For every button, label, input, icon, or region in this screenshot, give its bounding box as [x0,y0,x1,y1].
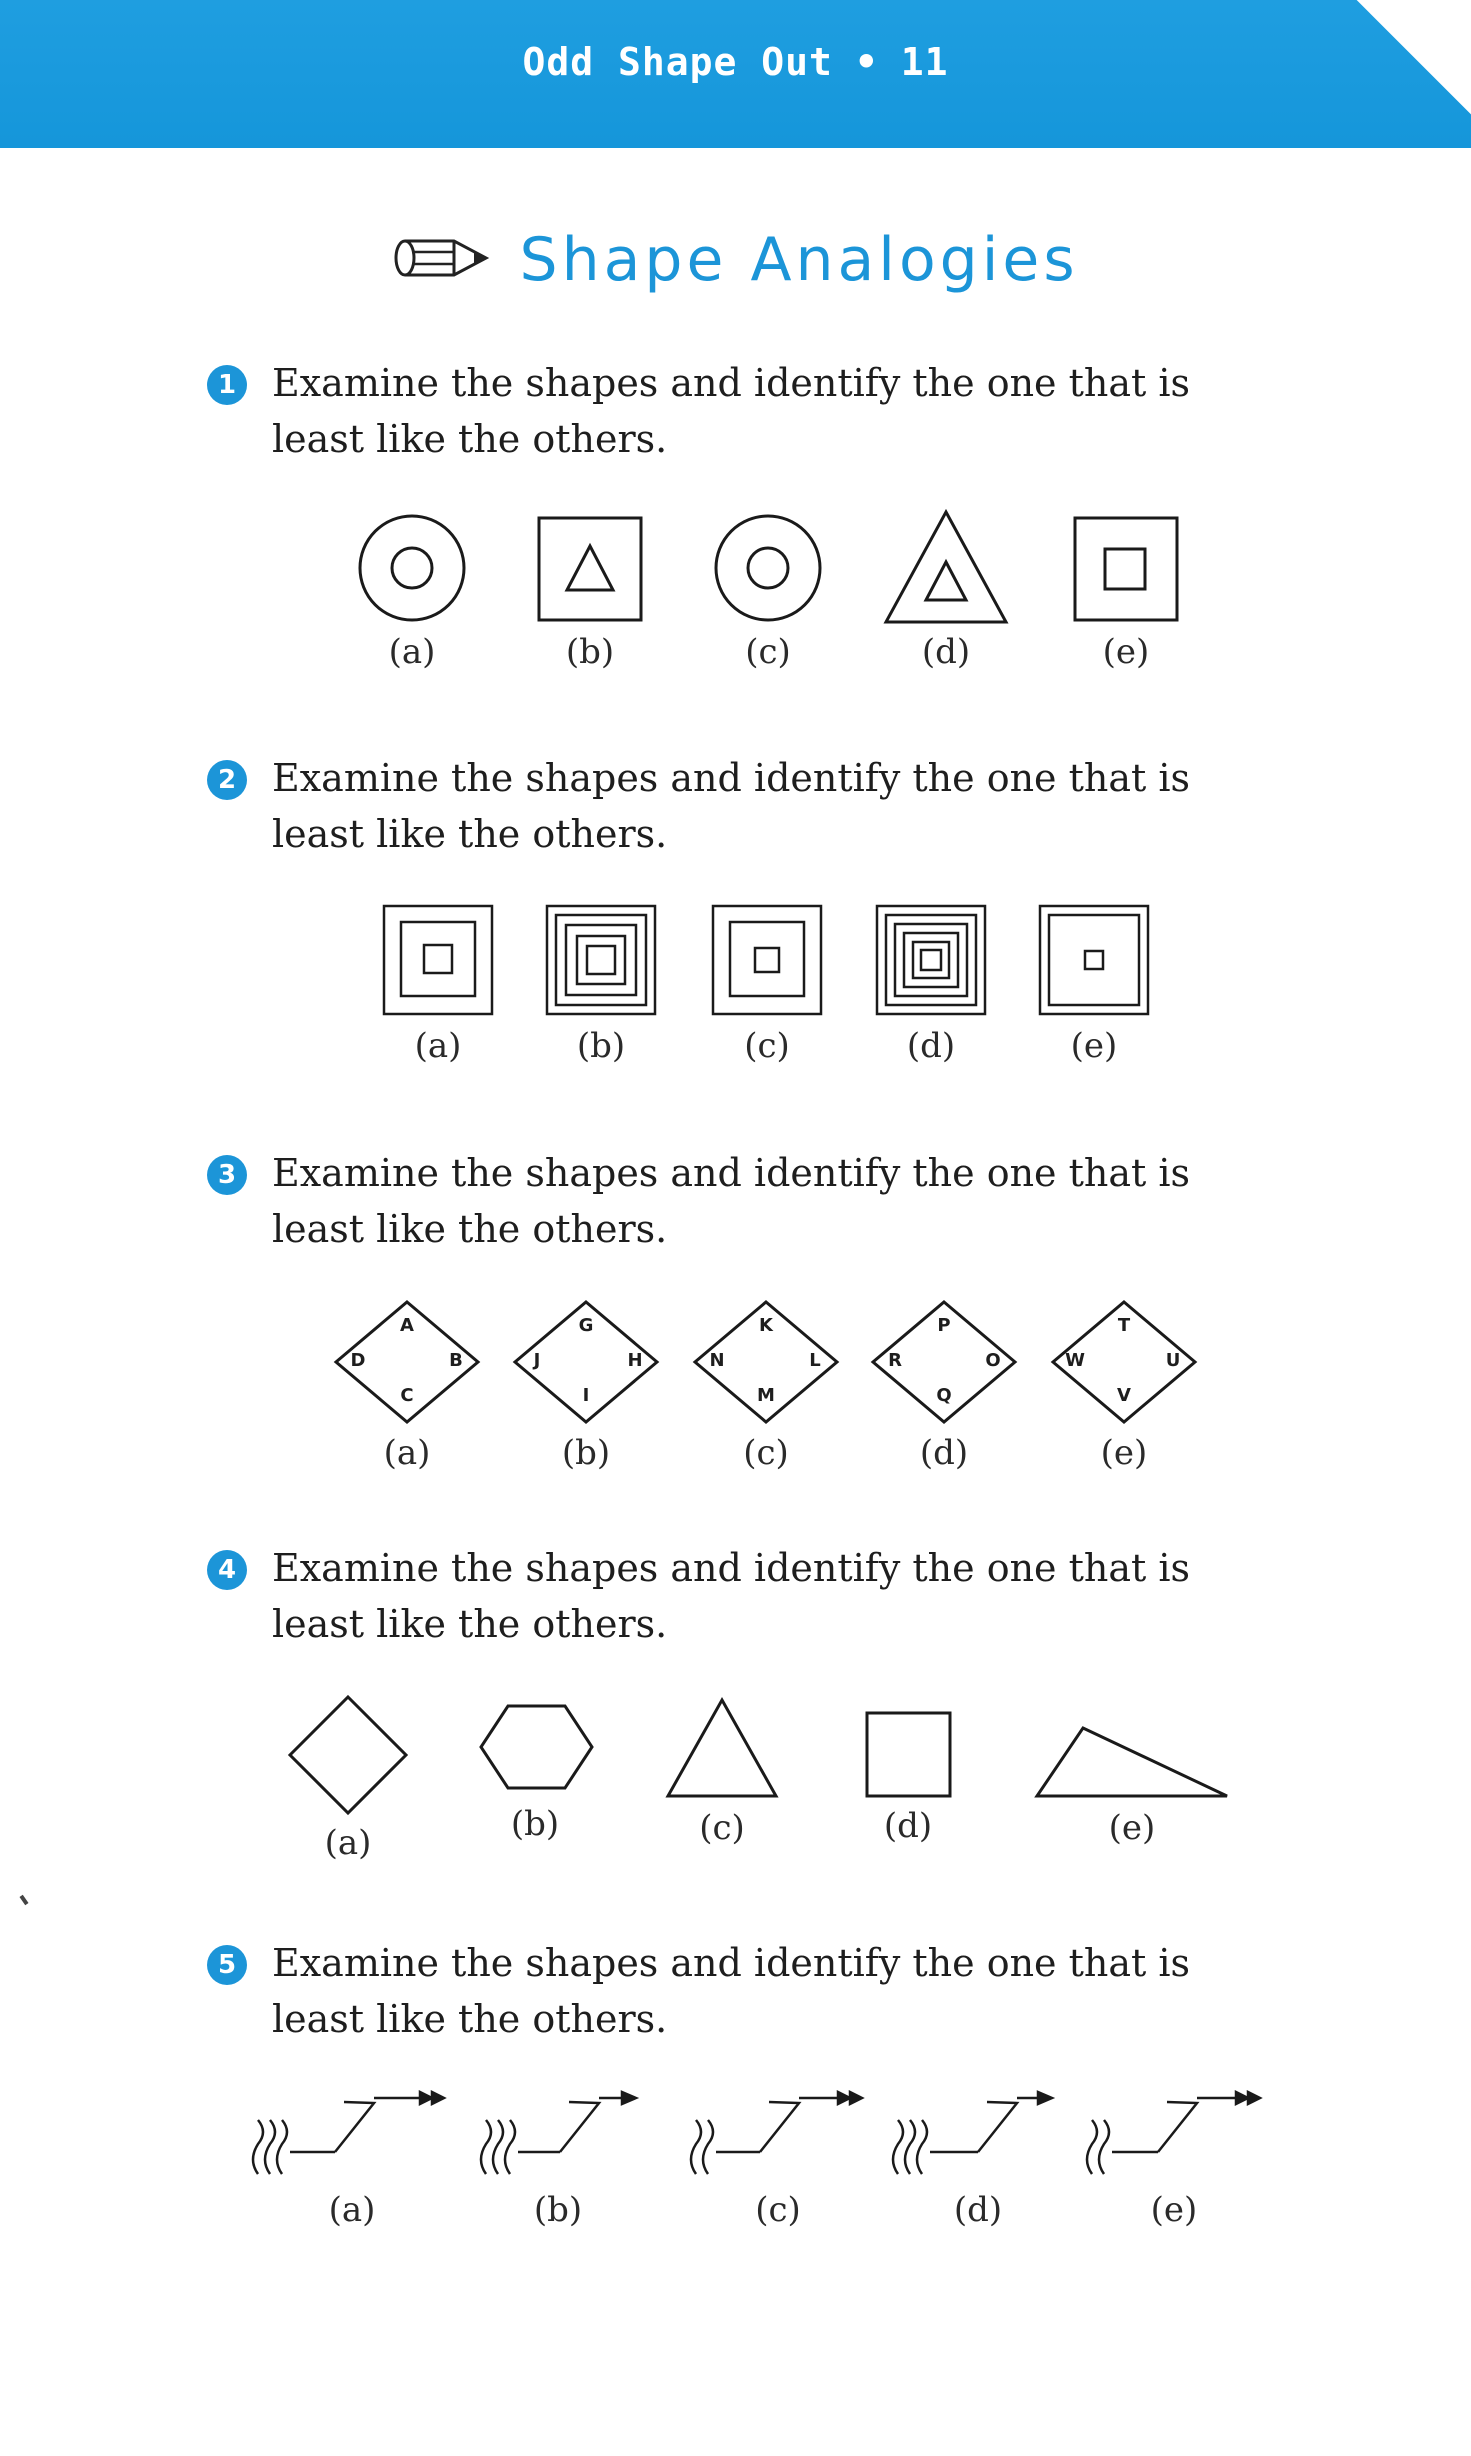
q5-option-d-shape[interactable] [893,2092,1052,2174]
q3-option-c-label: (c) [743,1433,789,1473]
q4-option-c-shape[interactable] [668,1700,776,1796]
diamond-letter: C [400,1385,414,1406]
diamond-letter: Q [936,1385,952,1406]
q5-option-d-label: (d) [953,2190,1003,2230]
q5-option-c-label: (c) [755,2190,801,2230]
diamond-letter: V [1117,1385,1131,1406]
question-prompt: Examine the shapes and identify the one that is least like the others. [272,1151,1191,1251]
pencil-icon [392,232,492,288]
q4-option-a-label: (a) [324,1823,372,1863]
q2-option-b-shape[interactable] [547,906,655,1014]
title-separator: • [854,40,879,84]
diamond-letter: B [449,1350,463,1371]
q2-option-b-label: (b) [576,1026,626,1066]
question-prompt: Examine the shapes and identify the one that is least like the others. [272,1546,1191,1646]
q1-option-e-shape[interactable] [1075,518,1177,620]
q2-option-a-shape[interactable] [384,906,492,1014]
q3-option-b-label: (b) [561,1433,611,1473]
q3-option-e-label: (e) [1100,1433,1148,1473]
question-number-badge: 2 [207,760,247,800]
q1-option-c-shape[interactable] [716,516,820,620]
question-prompt: Examine the shapes and identify the one that is least like the others. [272,1941,1191,2041]
chapter-title: Odd Shape Out [522,40,833,84]
question-number-badge: 1 [207,365,247,405]
q4-option-a-shape[interactable] [290,1697,406,1813]
page-header [0,0,1471,148]
q1-option-c-label: (c) [745,632,791,672]
q4-option-d-shape[interactable] [867,1713,950,1796]
diamond-letter: G [578,1315,594,1336]
q5-option-e-shape[interactable] [1087,2092,1260,2174]
q5-option-b-label: (b) [533,2190,583,2230]
question-number-badge: 5 [207,1945,247,1985]
q4-option-b-label: (b) [510,1804,560,1844]
q1-option-d-shape[interactable] [886,512,1006,622]
q1-option-d-label: (d) [921,632,971,672]
section-heading [0,225,1471,295]
diamond-letter: D [350,1350,366,1371]
q4-option-c-label: (c) [699,1808,745,1848]
question-number-badge: 4 [207,1550,247,1590]
q5-option-a-label: (a) [328,2190,376,2230]
q2-option-e-shape[interactable] [1040,906,1148,1014]
diamond-letter: L [809,1350,821,1371]
q4-option-e-label: (e) [1108,1808,1156,1848]
q1-option-a-label: (a) [388,632,436,672]
q5-option-e-label: (e) [1150,2190,1198,2230]
q3-option-a-label: (a) [383,1433,431,1473]
diamond-letter: H [627,1350,643,1371]
scan-speck [19,1895,28,1905]
diamond-letter: M [757,1385,775,1406]
q1-option-b-label: (b) [565,632,615,672]
diamond-letter: N [709,1350,725,1371]
q2-option-c-shape[interactable] [713,906,821,1014]
q2-option-c-label: (c) [744,1026,790,1066]
question-prompt: Examine the shapes and identify the one that is least like the others. [272,756,1191,856]
diamond-letter: P [937,1315,951,1336]
q2-option-a-label: (a) [414,1026,462,1066]
q1-option-a-shape[interactable] [360,516,464,620]
diamond-letter: W [1065,1350,1085,1371]
page-number: 11 [900,40,949,84]
q1-option-e-label: (e) [1102,632,1150,672]
diamond-letter: I [582,1385,590,1406]
q4-option-e-shape[interactable] [1037,1728,1227,1796]
q2-option-d-shape[interactable] [877,906,985,1014]
q5-option-b-shape[interactable] [481,2092,636,2174]
diamond-letter: R [888,1350,902,1371]
diamond-letter: J [533,1350,541,1371]
q5-option-c-shape[interactable] [691,2092,862,2174]
diamond-letter: O [985,1350,1001,1371]
running-title [0,40,1471,84]
diamond-letter: K [759,1315,773,1336]
question-number-badge: 3 [207,1155,247,1195]
q4-option-d-label: (d) [883,1806,933,1846]
q4-option-b-shape[interactable] [481,1706,592,1788]
q2-option-e-label: (e) [1070,1026,1118,1066]
diamond-letter: U [1165,1350,1181,1371]
diamond-letter: A [400,1315,414,1336]
q5-option-a-shape[interactable] [253,2092,444,2174]
q1-option-b-shape[interactable] [539,518,641,620]
q3-option-d-label: (d) [919,1433,969,1473]
question-prompt: Examine the shapes and identify the one that is least like the others. [272,361,1191,461]
section-title: Shape Analogies [519,225,1079,295]
q2-option-d-label: (d) [906,1026,956,1066]
diamond-letter: T [1117,1315,1131,1336]
